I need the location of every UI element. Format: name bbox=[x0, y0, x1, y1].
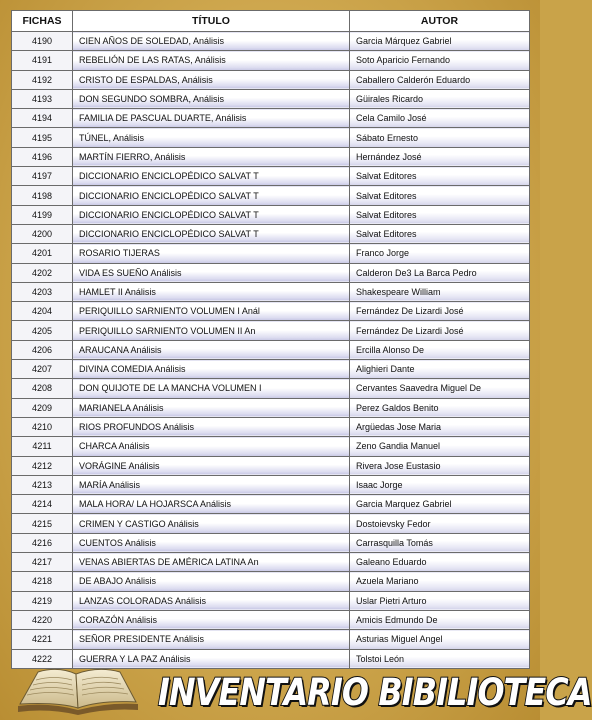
autor-cell: Hernández José bbox=[350, 147, 530, 166]
titulo-cell: CRISTO DE ESPALDAS, Análisis bbox=[73, 70, 350, 89]
ficha-cell: 4205 bbox=[12, 321, 73, 340]
table-row bbox=[12, 167, 530, 186]
table-row bbox=[12, 321, 530, 340]
inventory-table bbox=[11, 10, 530, 669]
titulo-cell: DICCIONARIO ENCICLOPÉDICO SALVAT T bbox=[73, 224, 350, 243]
table-row bbox=[12, 32, 530, 51]
ficha-cell: 4204 bbox=[12, 302, 73, 321]
ficha-cell: 4211 bbox=[12, 437, 73, 456]
titulo-cell: DICCIONARIO ENCICLOPÉDICO SALVAT T bbox=[73, 186, 350, 205]
ficha-cell: 4220 bbox=[12, 610, 73, 629]
titulo-cell: DIVINA COMEDIA Análisis bbox=[73, 360, 350, 379]
autor-cell: Tolstoi León bbox=[350, 649, 530, 668]
table-row bbox=[12, 205, 530, 224]
table-row bbox=[12, 495, 530, 514]
header-fichas: FICHAS bbox=[12, 11, 73, 32]
table-row bbox=[12, 360, 530, 379]
ficha-cell: 4219 bbox=[12, 591, 73, 610]
autor-cell: Amicis Edmundo De bbox=[350, 610, 530, 629]
titulo-cell: MARTÍN FIERRO, Análisis bbox=[73, 147, 350, 166]
table-row bbox=[12, 456, 530, 475]
titulo-cell: TÚNEL, Análisis bbox=[73, 128, 350, 147]
autor-cell: Caballero Calderón Eduardo bbox=[350, 70, 530, 89]
table-row bbox=[12, 263, 530, 282]
table-row bbox=[12, 128, 530, 147]
ficha-cell: 4190 bbox=[12, 32, 73, 51]
autor-cell: Garcia Marquez Gabriel bbox=[350, 495, 530, 514]
titulo-cell: SEÑOR PRESIDENTE Análisis bbox=[73, 630, 350, 649]
titulo-cell: REBELIÓN DE LAS RATAS, Análisis bbox=[73, 51, 350, 70]
ficha-cell: 4201 bbox=[12, 244, 73, 263]
table-row bbox=[12, 533, 530, 552]
autor-cell: Soto Aparicio Fernando bbox=[350, 51, 530, 70]
autor-cell: Cervantes Saavedra Miguel De bbox=[350, 379, 530, 398]
ficha-cell: 4217 bbox=[12, 553, 73, 572]
table-row bbox=[12, 109, 530, 128]
titulo-cell: ROSARIO TIJERAS bbox=[73, 244, 350, 263]
autor-cell: Carrasquilla Tomás bbox=[350, 533, 530, 552]
ficha-cell: 4198 bbox=[12, 186, 73, 205]
titulo-cell: VORÁGINE Análisis bbox=[73, 456, 350, 475]
ficha-cell: 4222 bbox=[12, 649, 73, 668]
header-autor: AUTOR bbox=[350, 11, 530, 32]
header-titulo: TÍTULO bbox=[73, 11, 350, 32]
table-row bbox=[12, 302, 530, 321]
ficha-cell: 4191 bbox=[12, 51, 73, 70]
inventory-banner bbox=[158, 668, 592, 718]
titulo-cell: CIEN AÑOS DE SOLEDAD, Análisis bbox=[73, 32, 350, 51]
autor-cell: Shakespeare William bbox=[350, 282, 530, 301]
autor-cell: Güirales Ricardo bbox=[350, 89, 530, 108]
table-row bbox=[12, 610, 530, 629]
autor-cell: Cela Camilo José bbox=[350, 109, 530, 128]
table-row bbox=[12, 475, 530, 494]
table-row bbox=[12, 147, 530, 166]
table-row bbox=[12, 630, 530, 649]
ficha-cell: 4193 bbox=[12, 89, 73, 108]
ficha-cell: 4202 bbox=[12, 263, 73, 282]
autor-cell: Salvat Editores bbox=[350, 224, 530, 243]
autor-cell: Rivera Jose Eustasio bbox=[350, 456, 530, 475]
table-row bbox=[12, 514, 530, 533]
ficha-cell: 4195 bbox=[12, 128, 73, 147]
autor-cell: Calderon De3 La Barca Pedro bbox=[350, 263, 530, 282]
ficha-cell: 4207 bbox=[12, 360, 73, 379]
autor-cell: Salvat Editores bbox=[350, 205, 530, 224]
table-row bbox=[12, 244, 530, 263]
autor-cell: Zeno Gandia Manuel bbox=[350, 437, 530, 456]
table-row bbox=[12, 282, 530, 301]
ficha-cell: 4194 bbox=[12, 109, 73, 128]
titulo-cell: DICCIONARIO ENCICLOPÉDICO SALVAT T bbox=[73, 167, 350, 186]
ficha-cell: 4212 bbox=[12, 456, 73, 475]
titulo-cell: HAMLET II Análisis bbox=[73, 282, 350, 301]
table-row bbox=[12, 437, 530, 456]
autor-cell: Ercilla Alonso De bbox=[350, 340, 530, 359]
table-row bbox=[12, 70, 530, 89]
ficha-cell: 4206 bbox=[12, 340, 73, 359]
autor-cell: Garcia Márquez Gabriel bbox=[350, 32, 530, 51]
ficha-cell: 4199 bbox=[12, 205, 73, 224]
titulo-cell: DE ABAJO Análisis bbox=[73, 572, 350, 591]
table-row bbox=[12, 51, 530, 70]
autor-cell: Perez Galdos Benito bbox=[350, 398, 530, 417]
autor-cell: Galeano Eduardo bbox=[350, 553, 530, 572]
titulo-cell: VENAS ABIERTAS DE AMÉRICA LATINA An bbox=[73, 553, 350, 572]
table-row bbox=[12, 572, 530, 591]
ficha-cell: 4197 bbox=[12, 167, 73, 186]
titulo-cell: PERIQUILLO SARNIENTO VOLUMEN I Anál bbox=[73, 302, 350, 321]
titulo-cell: FAMILIA DE PASCUAL DUARTE, Análisis bbox=[73, 109, 350, 128]
ficha-cell: 4200 bbox=[12, 224, 73, 243]
autor-cell: Salvat Editores bbox=[350, 186, 530, 205]
titulo-cell: PERIQUILLO SARNIENTO VOLUMEN II An bbox=[73, 321, 350, 340]
titulo-cell: VIDA ES SUEÑO Análisis bbox=[73, 263, 350, 282]
autor-cell: Isaac Jorge bbox=[350, 475, 530, 494]
table-row bbox=[12, 379, 530, 398]
table-row bbox=[12, 89, 530, 108]
autor-cell: Franco Jorge bbox=[350, 244, 530, 263]
titulo-cell: DON SEGUNDO SOMBRA, Análisis bbox=[73, 89, 350, 108]
titulo-cell: MARIANELA Análisis bbox=[73, 398, 350, 417]
autor-cell: Dostoievsky Fedor bbox=[350, 514, 530, 533]
titulo-cell: GUERRA Y LA PAZ Análisis bbox=[73, 649, 350, 668]
titulo-cell: CRIMEN Y CASTIGO Análisis bbox=[73, 514, 350, 533]
autor-cell: Fernández De Lizardi José bbox=[350, 302, 530, 321]
table-row bbox=[12, 224, 530, 243]
ficha-cell: 4215 bbox=[12, 514, 73, 533]
autor-cell: Salvat Editores bbox=[350, 167, 530, 186]
table-header-row bbox=[12, 11, 530, 32]
table-row bbox=[12, 340, 530, 359]
ficha-cell: 4196 bbox=[12, 147, 73, 166]
autor-cell: Asturias Miguel Angel bbox=[350, 630, 530, 649]
autor-cell: Sábato Ernesto bbox=[350, 128, 530, 147]
ficha-cell: 4209 bbox=[12, 398, 73, 417]
table-row bbox=[12, 417, 530, 436]
ficha-cell: 4203 bbox=[12, 282, 73, 301]
ficha-cell: 4218 bbox=[12, 572, 73, 591]
titulo-cell: CHARCA Análisis bbox=[73, 437, 350, 456]
ficha-cell: 4214 bbox=[12, 495, 73, 514]
table-row bbox=[12, 186, 530, 205]
ficha-cell: 4192 bbox=[12, 70, 73, 89]
table-row bbox=[12, 553, 530, 572]
banner-title: INVENTARIO BIBILIOTECA bbox=[158, 671, 592, 714]
titulo-cell: MALA HORA/ LA HOJARSCA Análisis bbox=[73, 495, 350, 514]
ficha-cell: 4216 bbox=[12, 533, 73, 552]
titulo-cell: DON QUIJOTE DE LA MANCHA VOLUMEN I bbox=[73, 379, 350, 398]
ficha-cell: 4213 bbox=[12, 475, 73, 494]
autor-cell: Uslar Pietri Arturo bbox=[350, 591, 530, 610]
autor-cell: Argüedas Jose Maria bbox=[350, 417, 530, 436]
open-book-icon bbox=[14, 664, 142, 716]
autor-cell: Fernández De Lizardi José bbox=[350, 321, 530, 340]
titulo-cell: CUENTOS Análisis bbox=[73, 533, 350, 552]
ficha-cell: 4210 bbox=[12, 417, 73, 436]
titulo-cell: MARÍA Análisis bbox=[73, 475, 350, 494]
titulo-cell: CORAZÓN Análisis bbox=[73, 610, 350, 629]
titulo-cell: ARAUCANA Análisis bbox=[73, 340, 350, 359]
titulo-cell: DICCIONARIO ENCICLOPÉDICO SALVAT T bbox=[73, 205, 350, 224]
ficha-cell: 4208 bbox=[12, 379, 73, 398]
autor-cell: Azuela Mariano bbox=[350, 572, 530, 591]
titulo-cell: RIOS PROFUNDOS Análisis bbox=[73, 417, 350, 436]
titulo-cell: LANZAS COLORADAS Análisis bbox=[73, 591, 350, 610]
autor-cell: Alighieri Dante bbox=[350, 360, 530, 379]
ficha-cell: 4221 bbox=[12, 630, 73, 649]
table-row bbox=[12, 398, 530, 417]
table-row bbox=[12, 591, 530, 610]
